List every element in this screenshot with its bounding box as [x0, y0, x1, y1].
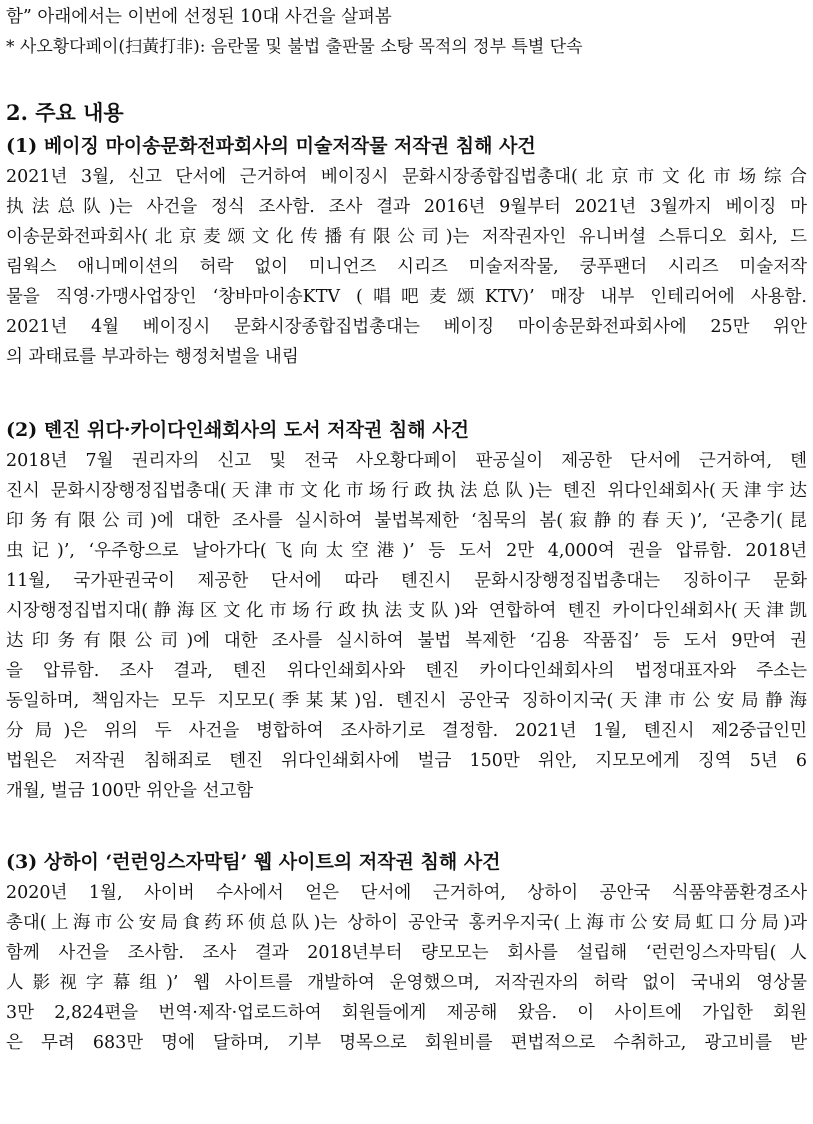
case-1-line: 执法总队)는 사건을 정식 조사함. 조사 결과 2016년 9월부터 2021년 3월까지 베이징 마 — [6, 197, 807, 217]
case-2-line: 11월, 국가판권국이 제공한 단서에 따라 톈진시 문화시장행정집법총대는 징하이구 문화 — [6, 571, 807, 591]
case-3-heading: (3) 상하이 ‘런런잉스자막팀’ 웹 사이트의 저작권 침해 사건 — [6, 851, 501, 873]
case-3-line: 3만 2,824편을 번역·제작·업로드하여 회원들에게 제공해 왔음. 이 사이트에 가입한 회원 — [6, 1003, 807, 1023]
case-2-line: 达印务有限公司)에 대한 조사를 실시하여 불법 복제한 ‘김용 작품집’ 등 도서 9만여 권 — [6, 631, 807, 651]
case-1-line: 림웍스 애니메이션의 허락 없이 미니언즈 시리즈 미술저작물, 쿵푸팬더 시리즈 미술저작 — [6, 257, 807, 277]
case-1-heading: (1) 베이징 마이송문화전파회사의 미술저작물 저작권 침해 사건 — [6, 135, 536, 157]
case-2-line: 虫记)’, ‘우주항으로 날아가다(飞向太空港)’ 등 도서 2만 4,000여 권을 압류함. 2018년 — [6, 541, 807, 561]
case-3-line: 함께 사건을 조사함. 조사 결과 2018년부터 량모모는 회사를 설립해 ‘런런잉스자막팀(人 — [6, 943, 807, 963]
case-3-line: 은 무려 683만 명에 달하며, 기부 명목으로 회원비를 편법적으로 수취하고, 광고비를 받 — [6, 1033, 807, 1053]
case-2-line: 2018년 7월 권리자의 신고 및 전국 사오황다페이 판공실이 제공한 단서에 근거하여, 톈 — [6, 451, 807, 471]
case-2-line: 을 압류함. 조사 결과, 톈진 위다인쇄회사와 톈진 카이다인쇄회사의 법정대표자와 주소는 — [6, 661, 807, 681]
case-2-line: 시장행정집법지대(静海区文化市场行政执法支队)와 연합하여 톈진 카이다인쇄회사(天津凯 — [6, 601, 807, 621]
case-1-line: 2021년 3월, 신고 단서에 근거하여 베이징시 문화시장종합집법총대(北京市文化市场综合 — [6, 167, 807, 187]
spacer — [6, 372, 807, 414]
case-2 — [6, 414, 807, 806]
case-1-line: 이송문화전파회사(北京麦颂文化传播有限公司)는 저작권자인 유니버셜 스튜디오 회사, 드 — [6, 227, 807, 247]
section-title: 2. 주요 내용 — [6, 100, 124, 125]
case-2-line: 법원은 저작권 침해죄로 톈진 위다인쇄회사에 벌금 150만 위안, 지모모에게 징역 5년 6 — [6, 751, 807, 771]
case-3 — [6, 846, 807, 1058]
case-1 — [6, 130, 807, 372]
case-1-line: 의 과태료를 부과하는 행정처벌을 내림 — [6, 347, 299, 367]
case-2-line: 分局)은 위의 두 사건을 병합하여 조사하기로 결정함. 2021년 1월, 톈진시 제2중급인민 — [6, 721, 807, 741]
case-2-line: 印务有限公司)에 대한 조사를 실시하여 불법복제한 ‘침묵의 봄(寂静的春天)’, ‘곤충기(昆 — [6, 511, 807, 531]
spacer — [6, 806, 807, 846]
case-2-line: 진시 문화시장행정집법총대(天津市文化市场行政执法总队)는 톈진 위다인쇄회사(天津宇达 — [6, 481, 807, 501]
case-3-line: 총대(上海市公安局食药环侦总队)는 상하이 공안국 홍커우지국(上海市公安局虹口分局)과 — [6, 913, 807, 933]
case-3-line: 2020년 1월, 사이버 수사에서 얻은 단서에 근거하여, 상하이 공안국 식품약품환경조사 — [6, 883, 807, 903]
case-2-line: 동일하며, 책임자는 모두 지모모(季某某)임. 톈진시 공안국 징하이지국(天津市公安局静海 — [6, 691, 807, 711]
footnote: * 사오황다페이(扫黃打非): 음란물 및 불법 출판물 소탕 목적의 정부 특별 단속 — [6, 37, 583, 57]
case-1-line: 2021년 4월 베이징시 문화시장종합집법총대는 베이징 마이송문화전파회사에 25만 위안 — [6, 317, 807, 337]
spacer — [6, 62, 807, 96]
intro-line: 함” 아래에서는 이번에 선정된 10대 사건을 살펴봄 — [6, 7, 392, 27]
case-2-line: 개월, 벌금 100만 위안을 선고함 — [6, 781, 254, 801]
case-1-line: 물을 직영·가맹사업장인 ‘창바마이송KTV (唱吧麦颂KTV)’ 매장 내부 인테리어에 사용함. — [6, 287, 807, 307]
case-2-heading: (2) 톈진 위다·카이다인쇄회사의 도서 저작권 침해 사건 — [6, 419, 469, 441]
case-3-line: 人影视字幕组)’ 웹 사이트를 개발하여 운영했으며, 저작권자의 허락 없이 국내외 영상물 — [6, 973, 807, 993]
